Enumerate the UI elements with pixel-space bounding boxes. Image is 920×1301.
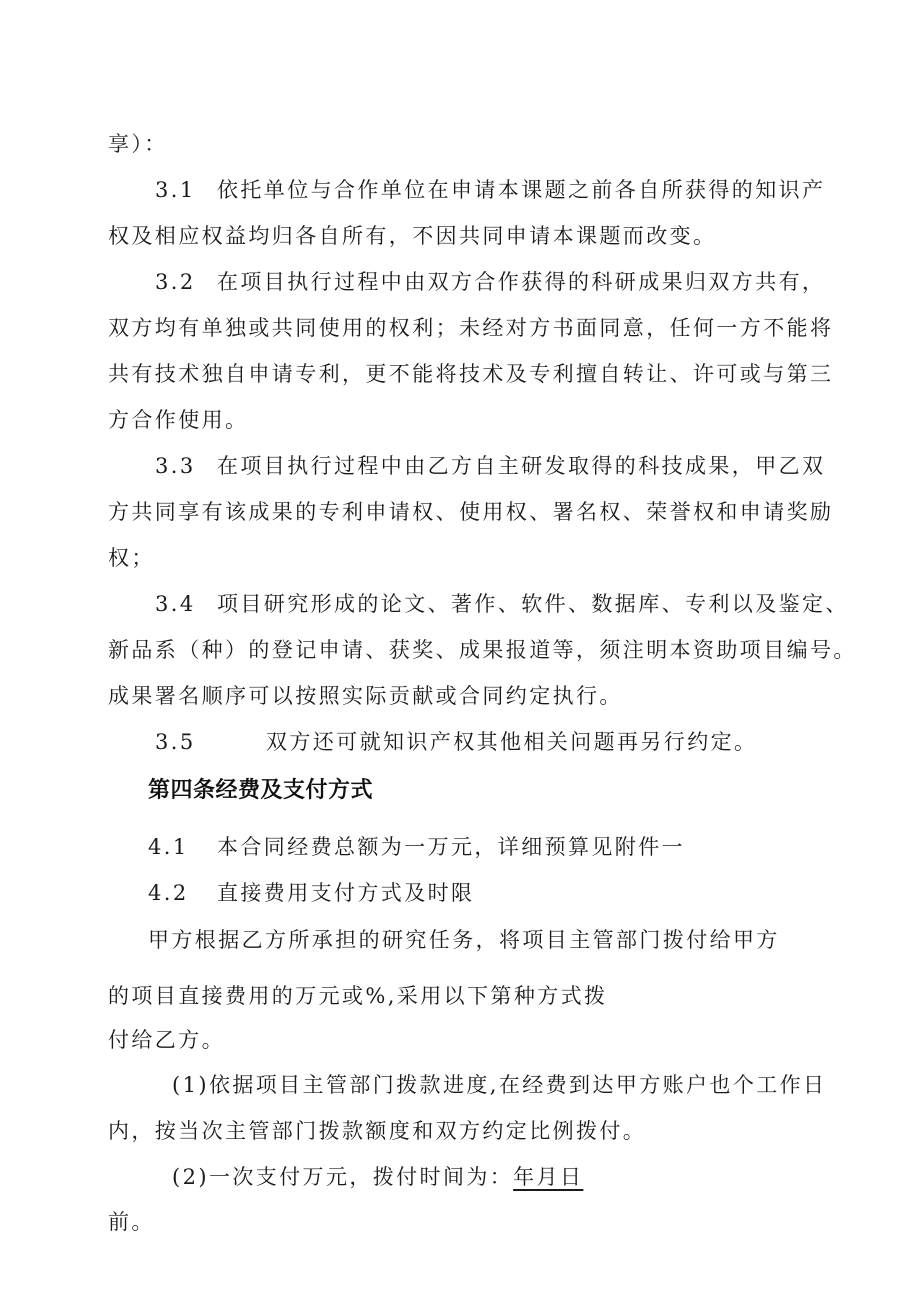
payment-item-1	[172, 1071, 826, 1099]
clause-3-5	[155, 728, 757, 756]
item-label: (1)	[172, 1073, 209, 1097]
item-text: 依据项目主管部门拨款进度,在经费到达甲方账户也个工作日	[208, 1073, 827, 1097]
clause-3-2	[155, 268, 825, 296]
text-line: 享）：	[108, 132, 168, 156]
clause-text: 在项目执行过程中由双方合作获得的科研成果归双方共有，	[217, 270, 826, 294]
text-line: 方共同享有该成果的专利申请权、使用权、署名权、荣誉权和申请奖励	[108, 500, 834, 524]
item-label: (2)	[172, 1165, 209, 1189]
text-line: 共有技术独自申请专利，更不能将技术及专利擅自转让、许可或与第三	[108, 362, 834, 386]
text-line: 成果署名顺序可以按照实际贡献或合同约定执行。	[108, 684, 623, 708]
item-text: 一次支付万元，拨付时间为：	[208, 1165, 514, 1189]
text-line: 新品系（种）的登记申请、获奖、成果报道等，须注明本资助项目编号。	[108, 638, 857, 662]
clause-number: 3.4	[155, 592, 196, 616]
clause-text: 直接费用支付方式及时限	[217, 881, 475, 905]
clause-number: 4.1	[148, 835, 189, 859]
text-line: 前。	[108, 1210, 155, 1234]
clause-4-1	[148, 833, 685, 861]
clause-text: 项目研究形成的论文、著作、软件、数据库、专利以及鉴定、	[217, 592, 849, 616]
clause-text: 在项目执行过程中由乙方自主研发取得的科技成果，甲乙双	[217, 454, 826, 478]
clause-3-1	[155, 176, 825, 204]
clause-number: 3.5	[155, 730, 196, 754]
clause-text: 本合同经费总额为一万元，详细预算见附件一	[217, 835, 685, 859]
text-line: 双方均有单独或共同使用的权利；未经对方书面同意，任何一方不能将	[108, 316, 834, 340]
clause-3-4	[155, 590, 849, 618]
text-line: 付给乙方。	[108, 1028, 225, 1052]
clause-number: 3.2	[155, 270, 196, 294]
clause-text: 依托单位与合作单位在申请本课题之前各自所获得的知识产	[217, 178, 826, 202]
text-line: 权；	[108, 546, 155, 570]
text-line: 的项目直接费用的万元或%,采用以下第种方式拨	[108, 984, 608, 1008]
clause-4-2	[148, 879, 474, 907]
text-line: 方合作使用。	[108, 408, 249, 432]
payment-item-2	[172, 1163, 583, 1191]
date-blank: 年月日	[513, 1165, 584, 1189]
clause-number: 4.2	[148, 881, 189, 905]
clause-number: 3.1	[155, 178, 196, 202]
section-heading: 第四条经费及支付方式	[148, 778, 374, 803]
text-line: 权及相应权益均归各自所有，不因共同申请本课题而改变。	[108, 224, 717, 248]
text-line: 甲方根据乙方所承担的研究任务，将项目主管部门拨付给甲方	[148, 928, 780, 952]
clause-3-3	[155, 452, 825, 480]
clause-number: 3.3	[155, 454, 196, 478]
clause-text: 双方还可就知识产权其他相关问题再另行约定。	[266, 730, 758, 754]
text-line: 内，按当次主管部门拨款额度和双方约定比例拨付。	[108, 1119, 647, 1143]
